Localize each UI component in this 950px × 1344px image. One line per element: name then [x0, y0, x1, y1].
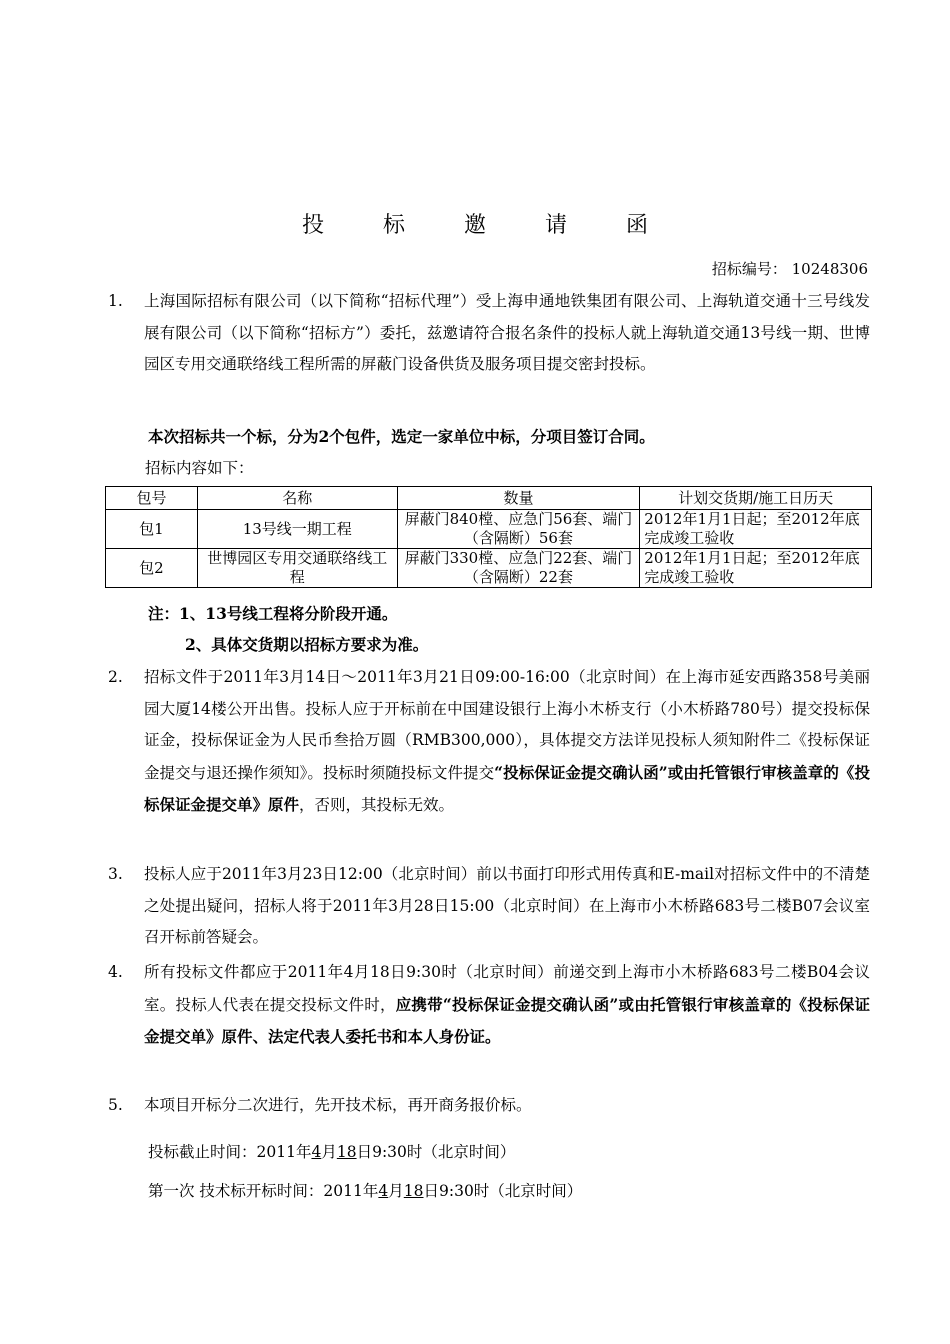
paragraph-text-part: ，否则，其投标无效。: [299, 796, 455, 814]
bid-deadline: [148, 1140, 515, 1164]
paragraph-text: [144, 957, 870, 1054]
header-name: 名称: [197, 487, 397, 510]
cell-quantity: 屏蔽门840樘、应急门56套、端门（含隔断）56套: [397, 510, 640, 549]
content-intro: 招标内容如下：: [145, 459, 254, 477]
cell-package-no: 包2: [106, 549, 198, 588]
deadline-day: 18: [336, 1143, 357, 1161]
tech-open-month: 4: [378, 1182, 389, 1200]
cell-schedule: 2012年1月1日起；至2012年底完成竣工验收: [640, 549, 872, 588]
paragraph-3: [108, 859, 870, 954]
deadline-month: 4: [311, 1143, 322, 1161]
note-1: 注：1、13号线工程将分阶段开通。: [148, 604, 398, 623]
header-quantity: 数量: [397, 487, 640, 510]
paragraph-number: 5.: [108, 1096, 123, 1114]
tech-open-suffix: 日9:30时（北京时间）: [423, 1182, 583, 1200]
paragraph-text: 本项目开标分二次进行，先开技术标，再开商务报价标。: [144, 1096, 532, 1114]
technical-bid-opening: [148, 1179, 582, 1203]
deadline-suffix: 日9:30时（北京时间）: [356, 1143, 516, 1161]
header-package-no: 包号: [106, 487, 198, 510]
tender-number-label: 招标编号：: [711, 260, 787, 278]
cell-package-no: 包1: [106, 510, 198, 549]
tech-open-prefix: 第一次 技术标开标时间：2011年: [148, 1182, 379, 1200]
deadline-prefix: 投标截止时间：2011年: [148, 1143, 312, 1161]
paragraph-bold-part: 应携带“投标保证金提交确认函”或由托管银行审核盖章的《投标保证金提交单》原件、法定代表人委托书和本人身份证。: [144, 994, 870, 1046]
paragraph-number: 2.: [108, 668, 123, 686]
tech-open-day: 18: [403, 1182, 424, 1200]
table-header-row: [106, 487, 872, 510]
cell-schedule: 2012年1月1日起；至2012年底完成竣工验收: [640, 510, 872, 549]
bold-statement: 本次招标共一个标，分为2个包件，选定一家单位中标，分项目签订合同。: [148, 427, 655, 446]
tender-number: [712, 258, 868, 279]
tender-number-value: 10248306: [791, 260, 868, 278]
paragraph-text: 投标人应于2011年3月23日12:00（北京时间）前以书面打印形式用传真和E-mail对招标文件中的不清楚之处提出疑问，招标人将于2011年3月28日15:00（北京时间）在上海市小木桥路683号二楼B07会议室召开标前答疑会。: [144, 865, 870, 946]
paragraph-4: [108, 957, 870, 1054]
cell-quantity: 屏蔽门330樘、应急门22套、端门（含隔断）22套: [397, 549, 640, 588]
paragraph-text-part: 招标文件于2011年3月14日～2011年3月21日09:00-16:00（北京时间）在上海市延安西路358号美丽园大厦14楼公开出售。投标人应于开标前在中国建设银行上海小木桥支行（小木桥路780号）提交投标保证金，投标保证金为人民币叁拾万圆（RMB300,000），具体提交方法详见投标人须知附件二《投标保证金提交与退还操作须知》。投标时须随投标文件提交: [144, 668, 870, 782]
paragraph-number: 3.: [108, 865, 123, 883]
paragraph-5: [108, 1090, 870, 1122]
package-table: [105, 486, 872, 588]
table-row: [106, 510, 872, 549]
paragraph-text: [144, 662, 870, 822]
note-2: 2、具体交货期以招标方要求为准。: [185, 635, 429, 654]
paragraph-1: [108, 286, 870, 381]
table-row: [106, 549, 872, 588]
paragraph-number: 4.: [108, 963, 123, 981]
header-schedule: 计划交货期/施工日历天: [640, 487, 872, 510]
paragraph-text: 上海国际招标有限公司（以下简称“招标代理”）受上海申通地铁集团有限公司、上海轨道交通十三号线发展有限公司（以下简称“招标方”）委托，兹邀请符合报名条件的投标人就上海轨道交通13号线一期、世博园区专用交通联络线工程所需的屏蔽门设备供货及服务项目提交密封投标。: [144, 292, 870, 373]
cell-name: 世博园区专用交通联络线工程: [197, 549, 397, 588]
paragraph-bold-part: “投标保证金提交确认函”或由托管银行审核盖章的《投标保证金提交单》原件: [144, 762, 870, 814]
tech-open-mid: 月: [388, 1182, 404, 1200]
deadline-mid: 月: [321, 1143, 337, 1161]
paragraph-2: [108, 662, 870, 822]
paragraph-number: 1.: [108, 292, 123, 310]
cell-name: 13号线一期工程: [197, 510, 397, 549]
paragraph-text-part: 所有投标文件都应于2011年4月18日9:30时（北京时间）前递交到上海市小木桥路683号二楼B04会议室。投标人代表在提交投标文件时，: [144, 963, 870, 1014]
page-title: 投 标 邀 请 函: [302, 213, 674, 238]
